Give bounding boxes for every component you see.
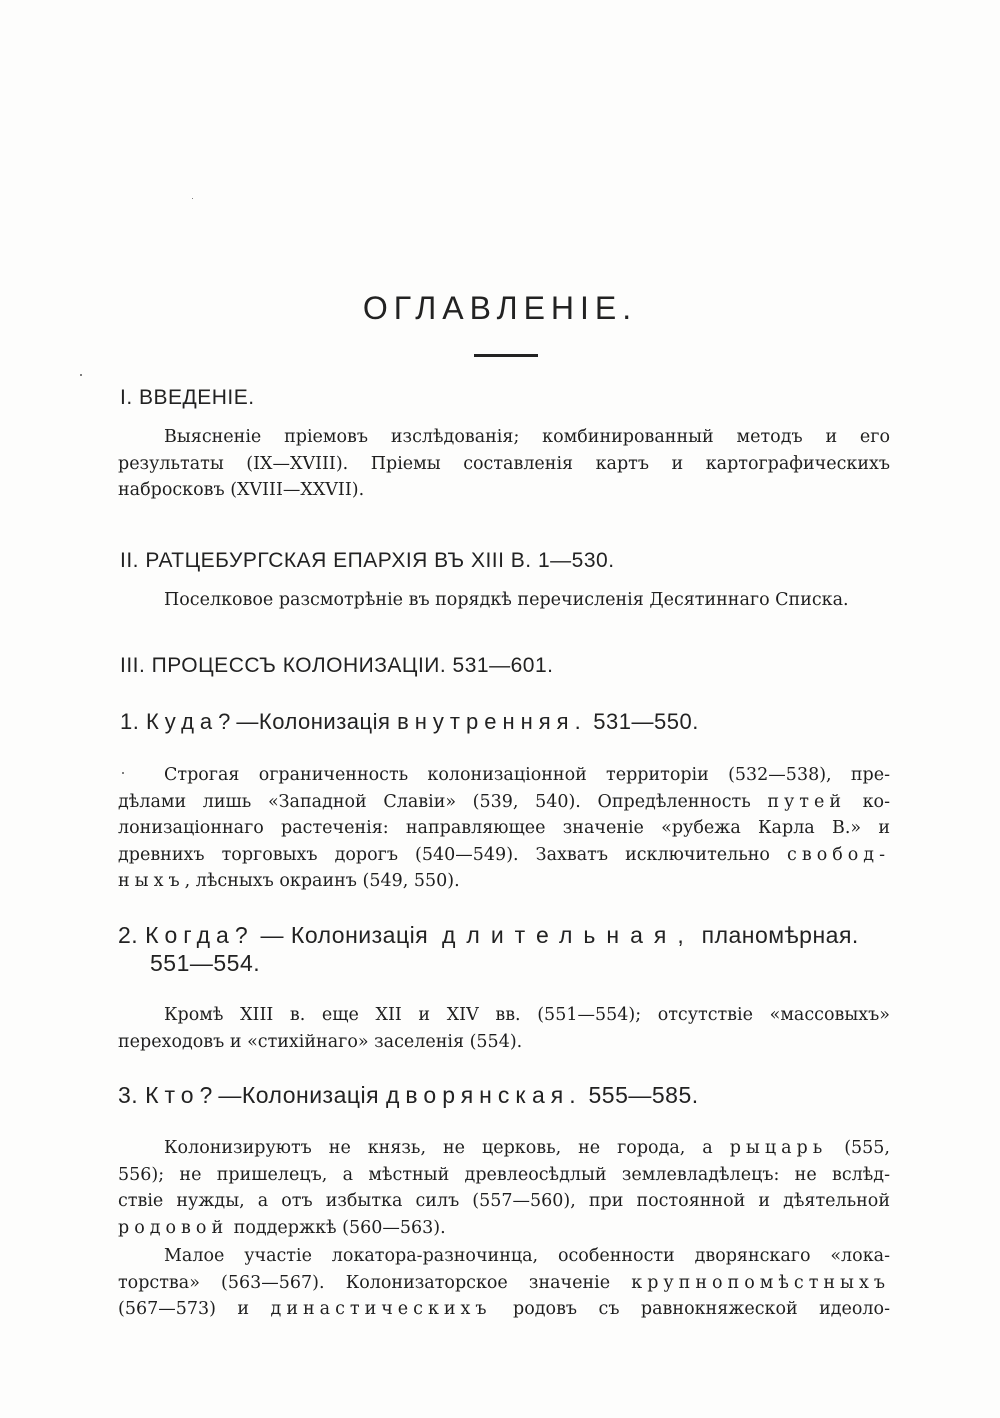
text-line: результаты (IX—XVIII). Пріемы составленія картъ и картографическихъ (118, 453, 890, 474)
subsection-rest: планомѣрная. (694, 922, 859, 948)
subsection-heading-where (120, 709, 699, 735)
subsection-when-pages: 551—554. (150, 950, 261, 976)
text-line: 556); не пришелецъ, а мѣстный древлеосѣдлый землевладѣлецъ: не вслѣд- (118, 1164, 890, 1185)
section-introduction-text (118, 424, 890, 504)
subsection-keyword: длительная, (441, 922, 695, 948)
scan-speck (192, 198, 193, 199)
text-line: Строгая ограниченность колонизаціонной территоріи (532—538), пре- (164, 765, 890, 785)
text-line: (567—573) и династическихъ родовъ съ равнокняжеской идеоло- (118, 1299, 890, 1319)
text-line: торства» (563—567). Колонизаторское значеніе крупнопомѣстныхъ (118, 1272, 890, 1293)
scan-speck (122, 772, 124, 774)
subsection-dash: —Колонизація (236, 709, 398, 734)
subsection-question: Кто? (145, 1082, 219, 1108)
page-title: ОГЛАВЛЕНІЕ. (362, 290, 638, 326)
text-line: Выясненіе пріемовъ изслѣдованія; комбинированный методъ и его (164, 427, 890, 447)
subsection-number: 3. (118, 1082, 139, 1108)
subsection-where-text (118, 762, 890, 895)
subsection-who-text-2 (118, 1243, 890, 1323)
text-line: Поселковое разсмотрѣніе въ порядкѣ перечисленія Десятиннаго Списка. (164, 590, 849, 610)
subsection-number: 2. (118, 922, 139, 948)
subsection-dash: — Колонизація (253, 922, 436, 948)
text-line: древнихъ торговыхъ дорогъ (540—549). Захватъ исключительно свобод- (118, 844, 890, 865)
text-line: переходовъ и «стихійнаго» заселенія (554). (118, 1031, 523, 1052)
title-rule (474, 354, 538, 357)
text-line: ныхъ, лѣсныхъ окраинъ (549, 550). (118, 871, 460, 891)
text-line: лонизаціоннаго растеченія: направляющее значеніе «рубежа Карла В.» и (118, 818, 890, 838)
section-ratzeburg-text (118, 587, 890, 614)
text-line: дѣлами лишь «Западной Славіи» (539, 540). Опредѣленность путей ко- (118, 791, 890, 812)
subsection-pages: 531—550. (586, 709, 699, 734)
subsection-when-text (118, 1002, 890, 1055)
text-line: Колонизируютъ не князь, не церковь, не города, а рыцарь (555, (164, 1138, 890, 1158)
subsection-number: 1. (120, 709, 140, 734)
subsection-keyword: внутренняя. (397, 709, 587, 734)
text-line: набросковъ (XVIII—XXVII). (118, 480, 365, 500)
subsection-who-text-1 (118, 1135, 890, 1241)
text-line: родовой поддержкѣ (560—563). (118, 1217, 446, 1238)
section-heading-ratzeburg: II. РАТЦЕБУРГСКАЯ ЕПАРХІЯ ВЪ XIII В. 1—530. (120, 549, 615, 572)
section-heading-colonization: III. ПРОЦЕССЪ КОЛОНИЗАЦІИ. 531—601. (120, 654, 554, 677)
subsection-pages: 555—585. (581, 1082, 699, 1108)
scan-speck (80, 374, 82, 376)
subsection-heading-who (118, 1082, 699, 1109)
text-line: Малое участіе локатора-разночинца, особенности дворянскаго «лока- (164, 1246, 890, 1266)
section-heading-introduction: I. ВВЕДЕНІЕ. (120, 386, 255, 409)
subsection-heading-when (118, 922, 890, 949)
subsection-keyword: дворянская. (386, 1082, 582, 1108)
text-line: Кромѣ XIII в. еще XII и XIV вв. (551—554); отсутствіе «массовыхъ» (164, 1005, 890, 1025)
subsection-dash: —Колонизація (218, 1082, 387, 1108)
text-line: ствіе нужды, а отъ избытка силъ (557—560), при постоянной и дѣятельной (118, 1191, 890, 1211)
subsection-question: Когда? (145, 922, 254, 948)
subsection-question: Куда? (145, 709, 237, 734)
